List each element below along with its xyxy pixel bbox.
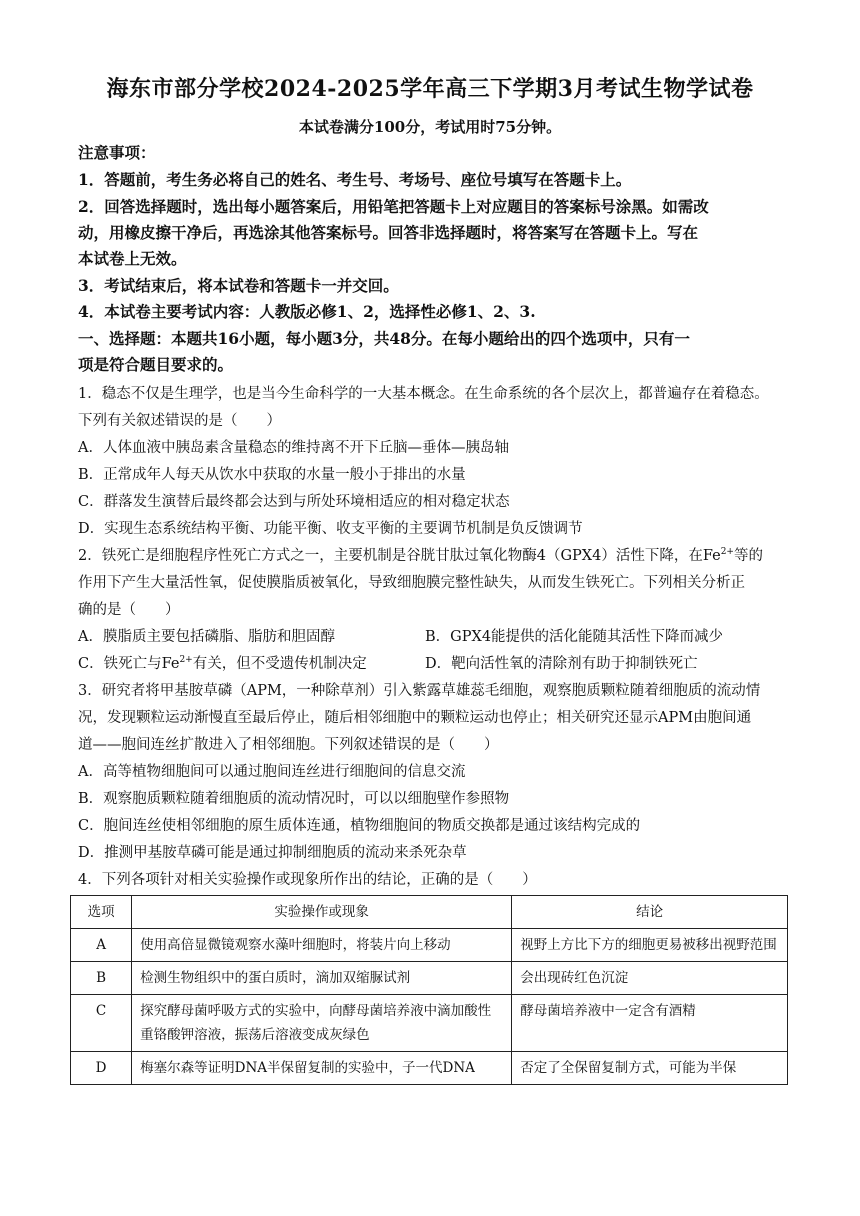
- table-row: [71, 1052, 788, 1085]
- q3-stem-line-2: 况，发现颗粒运动渐慢直至最后停止，随后相邻细胞中的颗粒运动也停止；相关研究还显示APM由胞间通: [78, 710, 752, 726]
- exam-title: 海东市部分学校2024-2025学年高三下学期3月考试生物学试卷: [106, 76, 754, 102]
- q1-option-c: C．群落发生演替后最终都会达到与所处环境相适应的相对稳定状态: [78, 494, 510, 510]
- notice-item-2-line-1: 2．回答选择题时，选出每小题答案后，用铅笔把答题卡上对应题目的答案标号涂黑。如需改: [78, 197, 709, 216]
- q2-stem-line-1: 2．铁死亡是细胞程序性死亡方式之一，主要机制是谷胱甘肽过氧化物酶4（GPX4）活性下降，在$Fe^{2+}$等的: [78, 547, 763, 564]
- q4-experiment-table: [70, 895, 788, 1085]
- header-operation: 实验操作或现象: [132, 896, 512, 929]
- q1-option-b: B．正常成年人每天从饮水中获取的水量一般小于排出的水量: [78, 467, 466, 483]
- q3-stem-line-3: 道——胞间连丝扩散进入了相邻细胞。下列叙述错误的是（ ）: [78, 737, 499, 753]
- notice-item-4: 4．本试卷主要考试内容：人教版必修1、2，选择性必修1、2、3.: [78, 302, 536, 321]
- row-option: B: [71, 962, 132, 995]
- q3-stem-line-1: 3．研究者将甲基胺草磷（APM，一种除草剂）引入紫露草雄蕊毛细胞，观察胞质颗粒随着细胞质的流动情: [78, 683, 761, 699]
- q1-option-a: A．人体血液中胰岛素含量稳态的维持离不开下丘脑—垂体—胰岛轴: [78, 440, 509, 456]
- q4-stem: 4．下列各项针对相关实验操作或现象所作出的结论，正确的是（ ）: [78, 872, 537, 888]
- header-conclusion: 结论: [512, 896, 788, 929]
- row-conclusion: 会出现砖红色沉淀: [512, 962, 788, 995]
- q2-stem-line-3: 确的是（ ）: [78, 602, 180, 618]
- table-row: [71, 929, 788, 962]
- section-heading-line-1: 一、选择题：本题共16小题，每小题3分，共48分。在每小题给出的四个选项中，只有一: [78, 329, 690, 348]
- notice-item-1: 1．答题前，考生务必将自己的姓名、考生号、考场号、座位号填写在答题卡上。: [78, 170, 632, 189]
- section-heading-line-2: 项是符合题目要求的。: [78, 355, 234, 374]
- q3-option-c: C．胞间连丝使相邻细胞的原生质体连通，植物细胞间的物质交换都是通过该结构完成的: [78, 818, 641, 834]
- row-conclusion: 视野上方比下方的细胞更易被移出视野范围: [512, 929, 788, 962]
- exam-subtitle: 本试卷满分100分，考试用时75分钟。: [298, 118, 562, 136]
- q2-option-b: B．GPX4能提供的活化能随其活性下降而减少: [425, 629, 724, 645]
- table-row: [71, 995, 788, 1052]
- row-operation: 探究酵母菌呼吸方式的实验中，向酵母菌培养液中滴加酸性重铬酸钾溶液，振荡后溶液变成灰绿色: [132, 995, 512, 1052]
- row-option: D: [71, 1052, 132, 1085]
- row-operation: 梅塞尔森等证明DNA半保留复制的实验中，子一代DNA: [132, 1052, 512, 1085]
- row-operation: 检测生物组织中的蛋白质时，滴加双缩脲试剂: [132, 962, 512, 995]
- q3-option-d: D．推测甲基胺草磷可能是通过抑制细胞质的流动来杀死杂草: [78, 845, 467, 861]
- header-option: 选项: [71, 896, 132, 929]
- q3-option-a: A．高等植物细胞间可以通过胞间连丝进行细胞间的信息交流: [78, 764, 466, 780]
- row-option: A: [71, 929, 132, 962]
- q1-stem-line-2: 下列有关叙述错误的是（ ）: [78, 413, 281, 429]
- q1-option-d: D．实现生态系统结构平衡、功能平衡、收支平衡的主要调节机制是负反馈调节: [78, 521, 583, 537]
- q3-option-b: B．观察胞质颗粒随着细胞质的流动情况时，可以以细胞壁作参照物: [78, 791, 510, 807]
- q2-option-c: C．铁死亡与$Fe^{2+}$有关，但不受遗传机制决定: [78, 655, 367, 672]
- notice-item-2-line-3: 本试卷上无效。: [78, 249, 187, 268]
- row-operation: 使用高倍显微镜观察水藻叶细胞时，将装片向上移动: [132, 929, 512, 962]
- table-header-row: [71, 896, 788, 929]
- notice-heading: 注意事项：: [78, 143, 156, 162]
- q2-option-a: A．膜脂质主要包括磷脂、脂肪和胆固醇: [78, 629, 335, 645]
- q1-stem-line-1: 1．稳态不仅是生理学，也是当今生命科学的一大基本概念。在生命系统的各个层次上，都普遍存在着稳态。: [78, 386, 769, 402]
- notice-item-2-line-2: 动，用橡皮擦干净后，再选涂其他答案标号。回答非选择题时，将答案写在答题卡上。写在: [78, 223, 699, 242]
- q2-stem-line-2: 作用下产生大量活性氧，促使膜脂质被氧化，导致细胞膜完整性缺失，从而发生铁死亡。下列相关分析正: [78, 575, 745, 591]
- row-option: C: [71, 995, 132, 1052]
- table-row: [71, 962, 788, 995]
- notice-item-3: 3．考试结束后，将本试卷和答题卡一并交回。: [78, 276, 399, 295]
- q2-option-d: D．靶向活性氧的清除剂有助于抑制铁死亡: [425, 656, 698, 672]
- row-conclusion: 酵母菌培养液中一定含有酒精: [512, 995, 788, 1052]
- row-conclusion: 否定了全保留复制方式，可能为半保: [512, 1052, 788, 1085]
